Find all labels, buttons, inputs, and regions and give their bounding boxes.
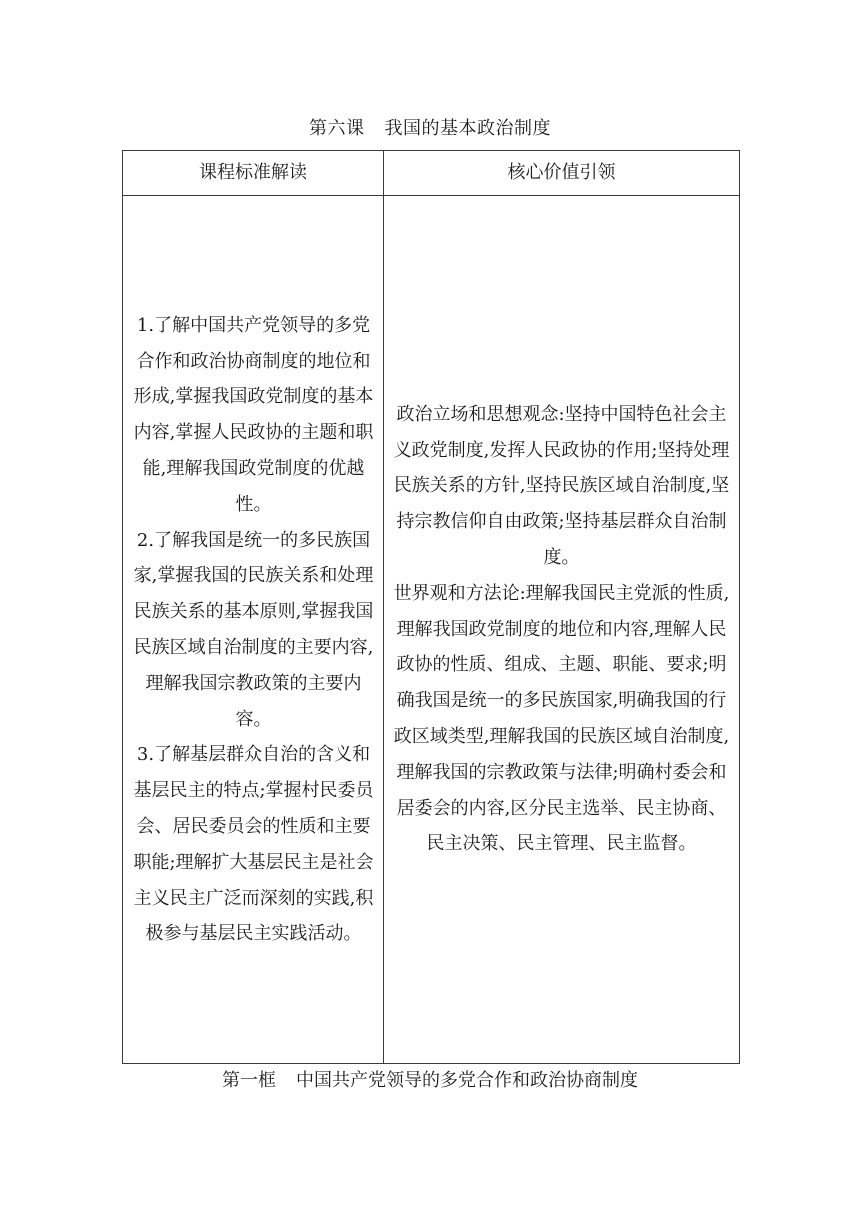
curriculum-standards-cell: [123, 196, 384, 1064]
table-header-row: [123, 151, 740, 196]
curriculum-table: [122, 150, 740, 1064]
lesson-title: [0, 114, 860, 140]
value-worldview: 世界观和方法论:理解我国民主党派的性质,理解我国政党制度的地位和内容,理解人民政协的性质、组成、主题、职能、要求;明确我国是统一的多民族国家,明确我国的行政区域类型,理解我国的民族区域自治制度,理解我国的宗教政策与法律;明确村委会和居委会的内容,区分民主选举、民主协商、民主决策、民主管理、民主监督。: [393, 582, 730, 855]
core-values-cell: [384, 196, 740, 1064]
section-number: 第一框: [222, 1070, 276, 1091]
lesson-name: 我国的基本政治制度: [384, 118, 551, 139]
header-core-values: 核心价值引领: [384, 151, 740, 196]
standard-item-3: 3.了解基层群众自治的含义和基层民主的特点;掌握村民委员会、居民委员会的性质和主要职能;理解扩大基层民主是社会主义民主广泛而深刻的实践,积极参与基层民主实践活动。: [133, 744, 374, 945]
standard-item-2: 2.了解我国是统一的多民族国家,掌握我国的民族关系和处理民族关系的基本原则,掌握我国民族区域自治制度的主要内容,理解我国宗教政策的主要内容。: [133, 529, 374, 730]
table-body-row: [123, 196, 740, 1064]
section-name: 中国共产党领导的多党合作和政治协商制度: [296, 1070, 638, 1091]
section-title: [0, 1066, 860, 1092]
lesson-number: 第六课: [309, 118, 365, 139]
value-political-stance: 政治立场和思想观念:坚持中国特色社会主义政党制度,发挥人民政协的作用;坚持处理民族关系的方针,坚持民族区域自治制度,坚持宗教信仰自由政策;坚持基层群众自治制度。: [393, 403, 730, 568]
standard-item-1: 1.了解中国共产党领导的多党合作和政治协商制度的地位和形成,掌握我国政党制度的基本内容,掌握人民政协的主题和职能,理解我国政党制度的优越性。: [133, 314, 374, 515]
header-curriculum-standards: 课程标准解读: [123, 151, 384, 196]
